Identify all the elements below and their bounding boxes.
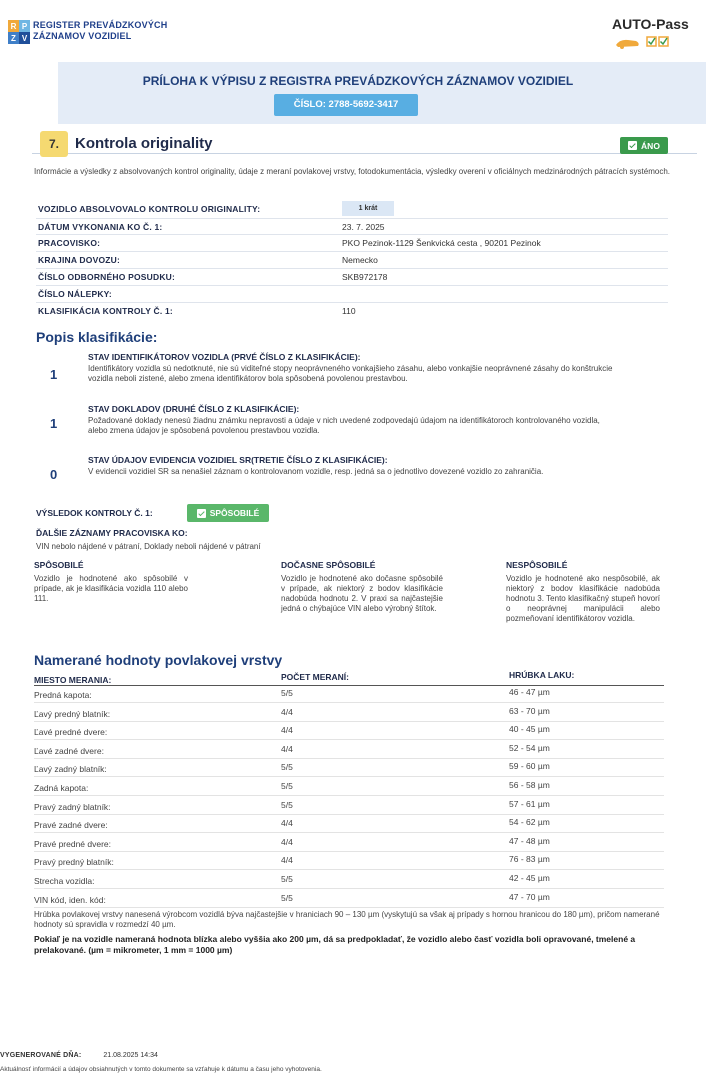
measure-count: 5/5 [281, 762, 293, 773]
classification-text: Identifikátory vozidla sú nedotknuté, nie sú viditeľné stopy neoprávneného vonkajšieho zásahu, alebo vonkajšie neoprávnené zásahy do konštrukcie vozidla neboli zistené, alebo zmena identifikátorov bola spôsobená povolenou prestavbou. [88, 364, 613, 383]
column-header-thickness: HRÚBKA LAKU: [509, 670, 575, 680]
table-row-divider [34, 758, 664, 759]
measure-place: Pravé predné dvere: [34, 838, 112, 849]
table-row-divider [34, 888, 664, 889]
result-label: VÝSLEDOK KONTROLY Č. 1: [36, 508, 153, 518]
generated-value: 21.08.2025 14:34 [103, 1052, 158, 1059]
measure-place: Pravý predný blatník: [34, 857, 114, 868]
classification-value: 1 [50, 416, 58, 431]
table-row-divider [34, 832, 664, 833]
measure-count: 4/4 [281, 743, 293, 754]
logo-letter: Z [8, 32, 19, 44]
classification-title: STAV IDENTIFIKÁTOROV VOZIDLA (PRVÉ ČÍSLO Z KLASIFIKÁCIE): [88, 352, 361, 362]
measure-thickness: 52 - 54 µm [509, 742, 550, 753]
registry-name-line1: REGISTER PREVÁDZKOVÝCH [33, 20, 168, 30]
repaint-warning: Pokiaľ je na vozidle nameraná hodnota blízka alebo vyššia ako 200 µm, dá sa predpokladať, že vozidlo alebo časť vozidla boli opravované, tmelené a prelakované. (µm = mikrometer, 1 mm = 1000 µm) [34, 934, 636, 955]
measure-thickness: 46 - 47 µm [509, 687, 550, 697]
detail-value: PKO Pezinok-1129 Šenkvická cesta , 90201 Pezinok [342, 238, 541, 248]
detail-value: Nemecko [342, 255, 378, 265]
column-header-place: MIESTO MERANIA: [34, 675, 112, 685]
table-row-divider [34, 721, 664, 722]
count-badge: 1 krát [342, 201, 394, 216]
measure-place: VIN kód, iden. kód: [34, 894, 106, 905]
measure-thickness: 40 - 45 µm [509, 724, 550, 735]
extra-records-label: ĎALŠIE ZÁZNAMY PRACOVISKA KO: [36, 528, 188, 538]
measure-thickness: 47 - 70 µm [509, 891, 550, 902]
result-badge [187, 504, 269, 522]
measure-thickness: 63 - 70 µm [509, 705, 550, 716]
measure-place: Ľavý predný blatník: [34, 708, 111, 719]
table-row-divider [34, 869, 664, 870]
detail-label: KLASIFIKÁCIA KONTROLY Č. 1: [38, 306, 173, 316]
classification-value: 1 [50, 367, 58, 382]
detail-label: VOZIDLO ABSOLVOVALO KONTROLU ORIGINALITY: [38, 204, 261, 214]
measure-thickness: 59 - 60 µm [509, 761, 550, 772]
measure-count: 4/4 [281, 836, 293, 847]
generated-info [0, 1052, 158, 1059]
registry-name-line2: ZÁZNAMOV VOZIDIEL [33, 31, 132, 41]
logo-letter: R [8, 20, 19, 32]
classification-text: Požadované doklady nenesú žiadnu známku nepravosti a údaje v nich uvedené zodpovedajú údajom na identifikátoroch kontrolovaného vozidla, alebo zmena údajov je spôsobená povolenou prestavbou vozidla. [88, 416, 600, 435]
ano-badge [620, 137, 668, 154]
legend-title-nesposobile: NESPÔSOBILÉ [506, 560, 568, 570]
generated-label: VYGENEROVANÉ DŇA: [0, 1052, 82, 1059]
measure-place: Ľavé zadné dvere: [34, 745, 104, 756]
legend-title-docasne: DOČASNE SPÔSOBILÉ [281, 560, 376, 570]
measure-count: 4/4 [281, 725, 293, 736]
measure-count: 5/5 [281, 799, 293, 810]
table-row-divider [34, 851, 664, 852]
table-row-divider [34, 907, 664, 908]
extra-records-text: VIN nebolo nájdené v pátraní, Doklady neboli nájdené v pátraní [36, 542, 261, 551]
detail-divider [36, 302, 668, 303]
detail-divider [36, 251, 668, 252]
classification-heading: Popis klasifikácie: [36, 329, 158, 345]
detail-label: ČÍSLO ODBORNÉHO POSUDKU: [38, 272, 176, 282]
measure-thickness: 54 - 62 µm [509, 817, 550, 828]
measure-count: 5/5 [281, 874, 293, 884]
measure-thickness: 57 - 61 µm [509, 798, 550, 809]
detail-value: 23. 7. 2025 [342, 222, 385, 232]
measure-place: Strecha vozidla: [34, 876, 95, 886]
check-icon [628, 141, 637, 150]
measure-count: 4/4 [281, 855, 293, 866]
measure-count: 4/4 [281, 818, 293, 829]
detail-label: PRACOVISKO: [38, 238, 101, 248]
document-title: PRÍLOHA K VÝPISU Z REGISTRA PREVÁDZKOVÝCH ZÁZNAMOV VOZIDIEL [142, 74, 574, 88]
table-row-divider [34, 739, 664, 740]
detail-label: KRAJINA DOVOZU: [38, 255, 121, 265]
disclaimer: Aktuálnosť informácií a údajov obsiahnutých v tomto dokumente sa vzťahuje k dátumu a času jeho vyhotovenia. [0, 1066, 322, 1073]
detail-value: SKB972178 [342, 272, 388, 282]
table-row-divider [34, 702, 664, 703]
detail-divider [36, 268, 668, 269]
classification-text: V evidencii vozidiel SR sa nenašiel záznam o kontrolovanom vozidle, resp. jedná sa o jednotlivo dovezené vozidlo zo zahraničia. [88, 467, 544, 476]
table-header-divider [34, 685, 664, 686]
measurements-heading: Namerané hodnoty povlakovej vrstvy [34, 652, 283, 668]
legend-text-docasne: Vozidlo je hodnotené ako dočasne spôsobilé v prípade, ak niektorý z bodov klasifikácie nadobúda hodnotu 2. V praxi sa najčastejšie jedná o chýbajúce VIN alebo výrobný štítok. [281, 574, 443, 613]
document-number-badge: ČÍSLO: 2788-5692-3417 [274, 94, 418, 116]
detail-divider [36, 218, 668, 219]
result-badge-label: SPÔSOBILÉ [209, 508, 260, 518]
measure-count: 5/5 [281, 781, 293, 791]
measure-count: 5/5 [281, 892, 293, 903]
measure-place: Ľavé predné dvere: [34, 727, 108, 738]
measure-place: Pravé zadné dvere: [34, 820, 108, 831]
classification-value: 0 [50, 467, 58, 482]
section-number: 7. [40, 131, 68, 157]
registry-name [33, 20, 167, 42]
section-intro: Informácie a výsledky z absolvovaných kontrol originality, údaje z meraní povlakovej vrstvy, fotodokumentácia, výsledky overení v oficiálnych medzinárodných pátracích systémoch. [34, 167, 670, 176]
logo-letter: V [19, 32, 30, 44]
table-row-divider [34, 795, 664, 796]
section-title: Kontrola originality [75, 135, 213, 152]
classification-title: STAV DOKLADOV (DRUHÉ ČÍSLO Z KLASIFIKÁCIE): [88, 404, 300, 414]
measure-count: 4/4 [281, 706, 293, 717]
brand-logo: AUTO-Pass [612, 16, 689, 32]
measure-place: Zadná kapota: [34, 783, 89, 793]
measure-thickness: 56 - 58 µm [509, 780, 550, 790]
legend-text-sposobile: Vozidlo je hodnotené ako spôsobilé v prípade, ak je klasifikácia vozidla 110 alebo 111. [34, 574, 188, 603]
measure-place: Predná kapota: [34, 690, 92, 700]
measure-thickness: 76 - 83 µm [509, 854, 550, 865]
registry-logo [8, 20, 30, 44]
column-header-count: POČET MERANÍ: [281, 672, 349, 682]
detail-value: 110 [342, 306, 356, 316]
detail-divider [36, 234, 668, 235]
measure-place: Ľavý zadný blatník: [34, 764, 107, 775]
logo-letter: P [19, 20, 30, 32]
car-check-icon [614, 34, 674, 50]
thickness-note: Hrúbka povlakovej vrstvy nanesená výrobcom vozidlá býva najčastejšie v hraniciach 90 – 130 µm (vyskytujú sa však aj prípady s hornou hranicou do 180 µm), pričom namerané hodnoty sú spravidla v rozmedzí 40 µm. [34, 910, 660, 929]
measure-count: 5/5 [281, 688, 293, 698]
check-icon [197, 509, 206, 518]
detail-label: ČÍSLO NÁLEPKY: [38, 289, 112, 299]
measure-place: Pravý zadný blatník: [34, 801, 111, 812]
detail-label: DÁTUM VYKONANIA KO Č. 1: [38, 222, 163, 232]
classification-title: STAV ÚDAJOV EVIDENCIA VOZIDIEL SR(TRETIE ČÍSLO Z KLASIFIKÁCIE): [88, 455, 388, 465]
table-row-divider [34, 776, 664, 777]
detail-divider [36, 285, 668, 286]
ano-label: ÁNO [641, 140, 660, 151]
legend-text-nesposobile: Vozidlo je hodnotené ako nespôsobilé, ak niektorý z bodov klasifikácie nadobúda hodnotu 3. Tento klasifikačný stupeň hovorí o neoprávnej manipulácii alebo pozmeňovaní identifikátorov vozidla. [506, 574, 660, 623]
legend-title-sposobile: SPÔSOBILÉ [34, 560, 84, 570]
table-row-divider [34, 814, 664, 815]
measure-thickness: 47 - 48 µm [509, 835, 550, 846]
measure-thickness: 42 - 45 µm [509, 873, 550, 883]
section-divider [32, 153, 697, 154]
